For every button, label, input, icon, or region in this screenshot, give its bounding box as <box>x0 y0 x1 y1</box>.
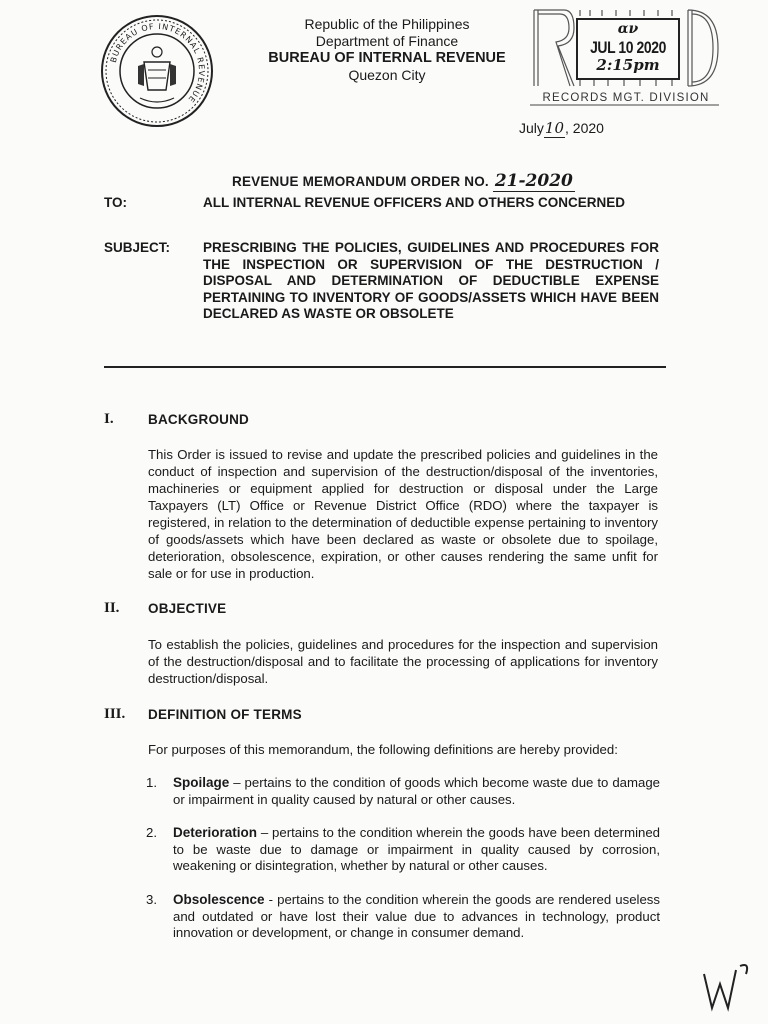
term-definition: - pertains to the condition wherein the goods are rendered useless and outdated or have lost their value due to advances in technology, product innovation or development, or change in consumer demand. <box>173 891 660 941</box>
initial-scribble-icon <box>700 960 760 1016</box>
date-month: July <box>519 120 544 136</box>
term-definition: – pertains to the condition of goods which become waste due to damage or impairment in quality caused by natural or other causes. <box>173 775 660 807</box>
received-stamp <box>528 6 721 110</box>
list-item <box>146 825 660 875</box>
definitions-intro: For purposes of this memorandum, the following definitions are hereby provided: <box>148 742 618 757</box>
objective-paragraph: To establish the policies, guidelines and procedures for the inspection and supervision of the destruction/disposal and to facilitate the processing of applications for inventory destruction/disposal. <box>148 637 658 686</box>
stamp-initials: αν <box>617 21 639 37</box>
order-label: REVENUE MEMORANDUM ORDER NO. <box>232 174 489 189</box>
to-text: ALL INTERNAL REVENUE OFFICERS AND OTHERS CONCERNED <box>203 195 626 210</box>
city-line: Quezon City <box>348 67 426 83</box>
item-number: 1. <box>146 775 157 790</box>
republic-line: Republic of the Philippines <box>304 16 470 32</box>
bureau-line: BUREAU OF INTERNAL REVENUE <box>268 50 506 66</box>
date-year: , 2020 <box>565 120 604 136</box>
stamp-date-box <box>576 18 680 80</box>
order-title <box>232 171 575 191</box>
list-item <box>146 775 660 808</box>
date-day: 10 <box>544 119 564 137</box>
list-item <box>146 892 660 942</box>
bir-seal-icon <box>100 14 214 128</box>
stamp-division: RECORDS MGT. DIVISION <box>542 92 710 104</box>
subject-text: PRESCRIBING THE POLICIES, GUIDELINES AND PROCEDURES FOR THE INSPECTION OR SUPERVISION OF THE DESTRUCTION / DISPOSAL AND DETERMINATION OF DEDUCTIBLE EXPENSE PERTAINING TO INVENTORY OF GOODS/ASSETS WHICH HAVE BEEN DECLARED AS WASTE OR OBSOLETE <box>203 240 659 322</box>
item-number: 2. <box>146 825 157 841</box>
section-title-definitions: DEFINITION OF TERMS <box>148 707 302 722</box>
stamp-time: 2:15pm <box>596 56 660 74</box>
department-line: Department of Finance <box>315 33 459 49</box>
section-title-background: BACKGROUND <box>148 412 249 427</box>
order-number: 21-2020 <box>494 171 573 191</box>
section-number: III. <box>104 706 126 722</box>
section-title-objective: OBJECTIVE <box>148 601 227 616</box>
term: Obsolescence <box>173 891 265 907</box>
background-paragraph: This Order is issued to revise and update the prescribed policies and guidelines in the conduct of inspection and supervision of the destruction/disposal of the inventories, machineries or equipment applied for destruction or disposal under the Large Taxpayers (LT) Office or Revenue District Office (RDO) where the taxpayer is registered, in relation to the determination of deductible expense pertaining to inventory of goods/assets which have been declared as waste or obsolete due to spoilage, deterioration, obsolescence, expiration, or other causes rendering the same unfit for sale or for use in production. <box>148 447 658 581</box>
term-definition: – pertains to the condition wherein the goods have been determined to be waste due to damage or impairment in quality caused by corrosion, weakening or disintegration, whether by natural or other causes. <box>173 825 660 874</box>
header-divider <box>104 366 666 368</box>
item-number: 3. <box>146 891 157 907</box>
term: Deterioration <box>173 825 258 841</box>
term: Spoilage <box>173 775 230 790</box>
svg-text:BUREAU OF INTERNAL REVENUE: BUREAU OF INTERNAL REVENUE <box>108 21 207 105</box>
subject-label: SUBJECT: <box>104 240 171 255</box>
to-label: TO: <box>104 195 127 210</box>
definitions-list <box>146 775 660 942</box>
letterhead <box>238 16 536 84</box>
section-number: I. <box>104 411 114 427</box>
document-date <box>519 119 604 137</box>
section-number: II. <box>104 600 120 616</box>
stamp-date: JUL 10 2020 <box>590 38 666 57</box>
